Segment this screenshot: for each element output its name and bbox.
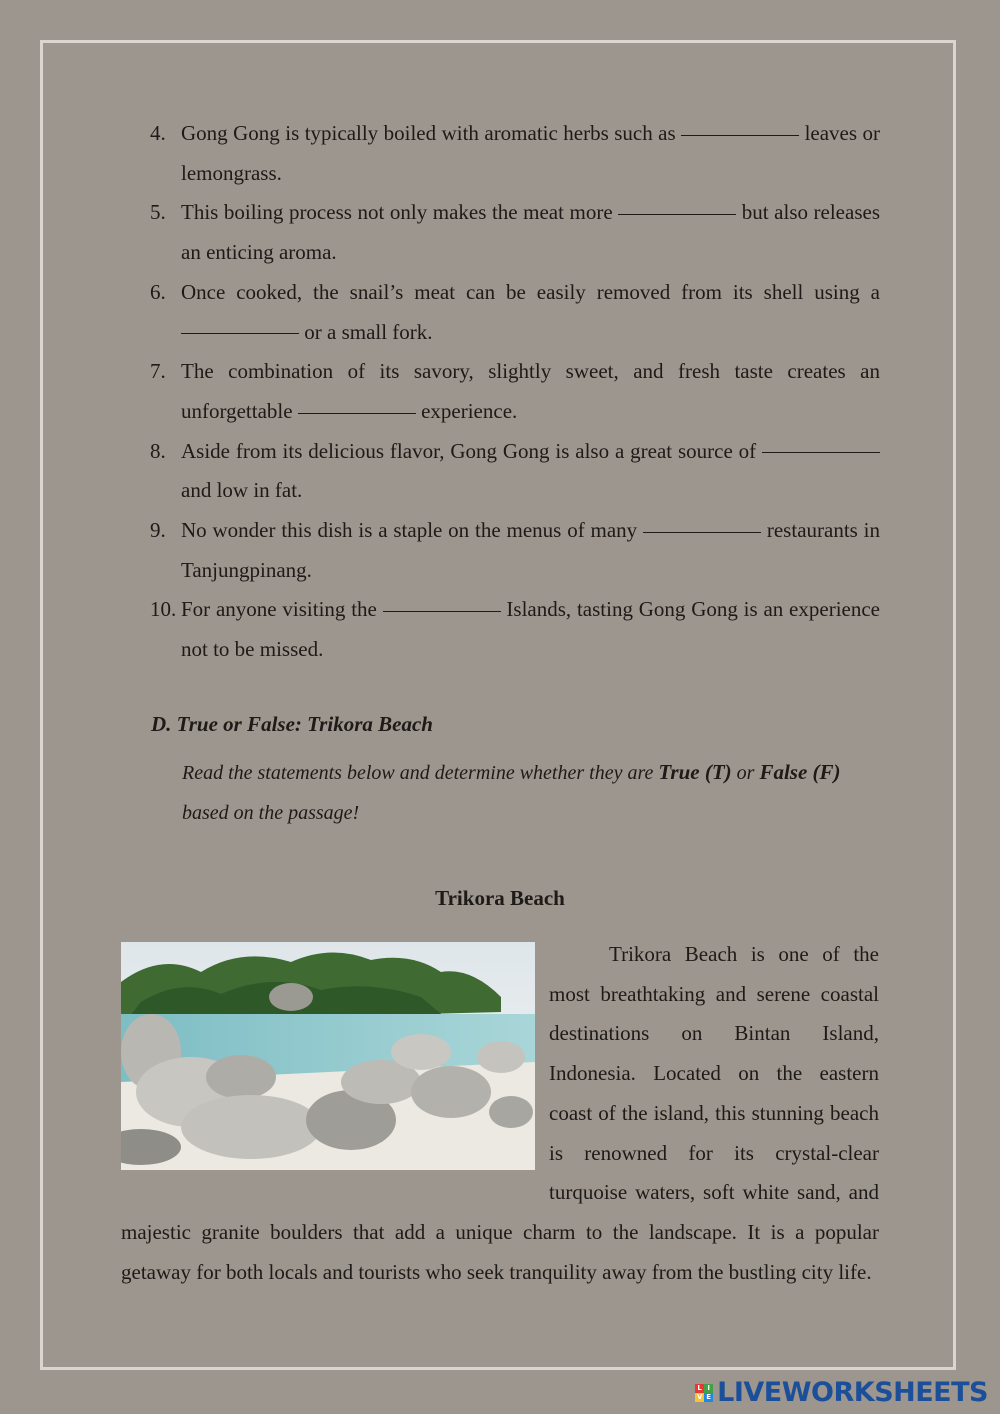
question-item: 4. Gong Gong is typically boiled with aromatic herbs such as leaves or lemongrass. [150,114,880,193]
question-item: 7. The combination of its savory, slightly sweet, and fresh taste creates an unforgettable experience. [150,352,880,431]
liveworksheets-logo [695,1377,988,1408]
answer-blank[interactable] [643,531,761,533]
question-number: 9. [150,518,166,543]
fill-in-blank-list [150,114,880,670]
liveworksheets-badge-icon: L I V E [695,1384,713,1402]
section-d-instructions: Read the statements below and determine whether they are True (T) or False (F) based on the passage! [182,760,841,824]
question-item: 9. No wonder this dish is a staple on the menus of many restaurants in Tanjungpinang. [150,511,880,590]
question-number: 10. [150,597,177,622]
answer-blank[interactable] [618,213,736,215]
question-number: 4. [150,121,166,145]
question-number: 5. [150,200,166,225]
question-item: 10. For anyone visiting the Islands, tasting Gong Gong is an experience not to be missed. [150,590,880,669]
question-item: 6. Once cooked, the snail’s meat can be easily removed from its shell using a or a small fork. [150,273,880,352]
passage [121,935,879,1292]
liveworksheets-wordmark: LIVEWORKSHEETS [717,1377,988,1408]
question-item: 5. This boiling process not only makes the meat more but also releases an enticing aroma. [150,193,880,272]
section-d-title: D. True or False: Trikora Beach [151,712,433,736]
trikora-beach-photo [121,942,535,1170]
question-item: 8. Aside from its delicious flavor, Gong Gong is also a great source of and low in fat. [150,432,880,511]
question-number: 7. [150,359,166,384]
passage-title: Trikora Beach [435,886,565,910]
answer-blank[interactable] [762,451,880,453]
passage-text: Trikora Beach is one of the most breathtaking and serene coastal destinations on Bintan Island, Indonesia. Located on the eastern coast of the island, this stunning beach is renowned for its crystal-clear turquoise waters, soft white sand, and majestic granite boulders that add a unique charm to the landscape. It is a popular getaway for both locals and tourists who seek tranquility away from the bustling city life. [121,942,879,1284]
answer-blank[interactable] [681,134,799,136]
answer-blank[interactable] [383,610,501,612]
answer-blank[interactable] [298,412,416,414]
answer-blank[interactable] [181,332,299,334]
question-number: 8. [150,438,166,463]
question-number: 6. [150,279,166,304]
